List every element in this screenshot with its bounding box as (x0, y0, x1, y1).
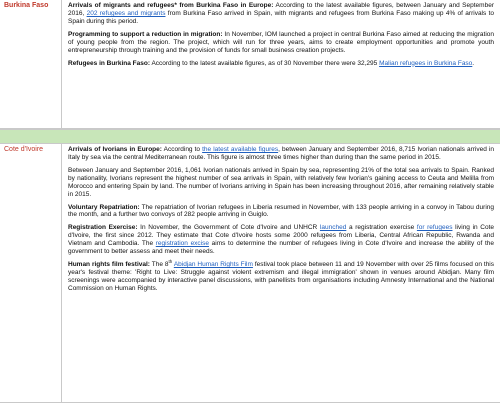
link-for-refugees[interactable]: for refugees (416, 224, 453, 232)
country-label-cote-divoire: Cote d'Ivoire (0, 144, 62, 402)
paragraph-text: According to (161, 146, 203, 153)
link-refugees-migrants[interactable]: 202 refugees and migrants (86, 9, 166, 17)
cote-divoire-row (0, 144, 500, 403)
paragraph-title: Arrivals of Ivorians in Europe: (68, 146, 162, 153)
paragraph-arrivals-ivorians (68, 146, 494, 162)
paragraph-title: Arrivals of migrants and refugees* from Burkina Faso in Europe: (68, 2, 274, 9)
link-latest-figures[interactable]: the latest available figures (202, 146, 279, 153)
paragraph-text: The repatriation of Ivorian refugees in Liberia resumed in November, with 133 people arriving in a convoy in Tabou during the month, and a further two convoys of 282 people arriving in Guiglo. (68, 203, 494, 219)
paragraph-text: festival took place between 11 and 19 November with over 25 films focused on this year's festival theme: 'Right to Live: Struggle against violent extremism and illegal immigration' shown in venues around Abidjan. Many film screenings were accompanied by interactive panel discussions, with panellists from organisations including Amnesty International and the National Commission on Human Rights. (68, 261, 494, 292)
paragraph-text: In November, IOM launched a project in central Burkina Faso aimed at reducing the migration of young people from the region. The project, which will run for three years, aims to create employment opportunities and promote youth entrepreneurship through training and the provision of funds for small business creation projects. (68, 30, 494, 54)
paragraph-text: . (472, 59, 475, 67)
paragraph-registration-exercise (68, 224, 494, 256)
cote-divoire-content (62, 144, 500, 402)
section-divider-band (0, 129, 500, 144)
paragraph-film-festival (68, 258, 494, 293)
paragraph-refugees-burkina (68, 60, 494, 68)
paragraph-title: Voluntary Repatriation: (68, 203, 140, 211)
paragraph-voluntary-repatriation (68, 204, 494, 220)
paragraph-spain-arrivals (68, 167, 494, 199)
paragraph-text: a registration exercise (346, 224, 417, 232)
link-malian-refugees[interactable]: Malian refugees in Burkina Faso (379, 59, 473, 67)
paragraph-title: Programming to support a reduction in migration: (68, 30, 223, 38)
paragraph-text: from Burkina Faso arrived in Spain, with migrants and refugees from Burkina Faso making up 4% of arrivals to Spain during this period. (68, 9, 494, 25)
paragraph-text: In November, the Government of Cote d'Ivoire and UNHCR (137, 224, 320, 232)
paragraph-title: Registration Exercise: (68, 224, 138, 232)
paragraph-arrivals-burkina (68, 2, 494, 26)
ordinal-suffix: th (168, 258, 173, 264)
link-launched[interactable]: launched (319, 224, 347, 232)
link-film-festival[interactable]: Abidjan Human Rights Film (173, 261, 253, 269)
paragraph-text: aims to determine the number of refugees living in Cote d'Ivoire and increase the ability of the government to better assess and meet their needs. (68, 240, 494, 256)
link-registration-excise[interactable]: registration excise (155, 240, 209, 248)
paragraph-text: living in Cote d'Ivoire, the first since 2012. They estimate that Cote d'Ivoire hosts some 2000 refugees from Liberia, Central African Republic, Rwanda and Vietnam and Cambodia. The (68, 224, 495, 248)
paragraph-text: According to the latest available figures, as of 30 November there were 32,295 (150, 59, 380, 67)
paragraph-text: , between January and September 2016, 8,715 Ivorian nationals arrived in Italy by sea via the central Mediterranean route. This figure is almost three times higher than during than the same period in 2015. (68, 146, 495, 161)
paragraph-text: The 8 (149, 261, 169, 269)
paragraph-text: Between January and September 2016, 1,061 Ivorian nationals arrived in Spain by sea, representing 21% of the total sea arrivals to Spain. Ranked by nationality, Ivorians represent the highest number of sea arrivals in Spain, with relatively few Ivorian's gaining access to Ceuta and Melilla from Morocco and entering Spain by land. The number of Ivorians arriving in Spain has been increasing throughout 2016, after remaining relatively stable in 2015. (68, 166, 494, 198)
paragraph-programming (68, 31, 494, 55)
country-label-burkina-faso: Burkina Faso (0, 0, 62, 128)
paragraph-text: According to the latest available figures, between January and September 2016, (68, 2, 494, 17)
burkina-faso-row (0, 0, 500, 129)
burkina-faso-content (62, 0, 500, 128)
paragraph-title: Refugees in Burkina Faso: (68, 59, 150, 67)
paragraph-title: Human rights film festival: (68, 261, 150, 269)
